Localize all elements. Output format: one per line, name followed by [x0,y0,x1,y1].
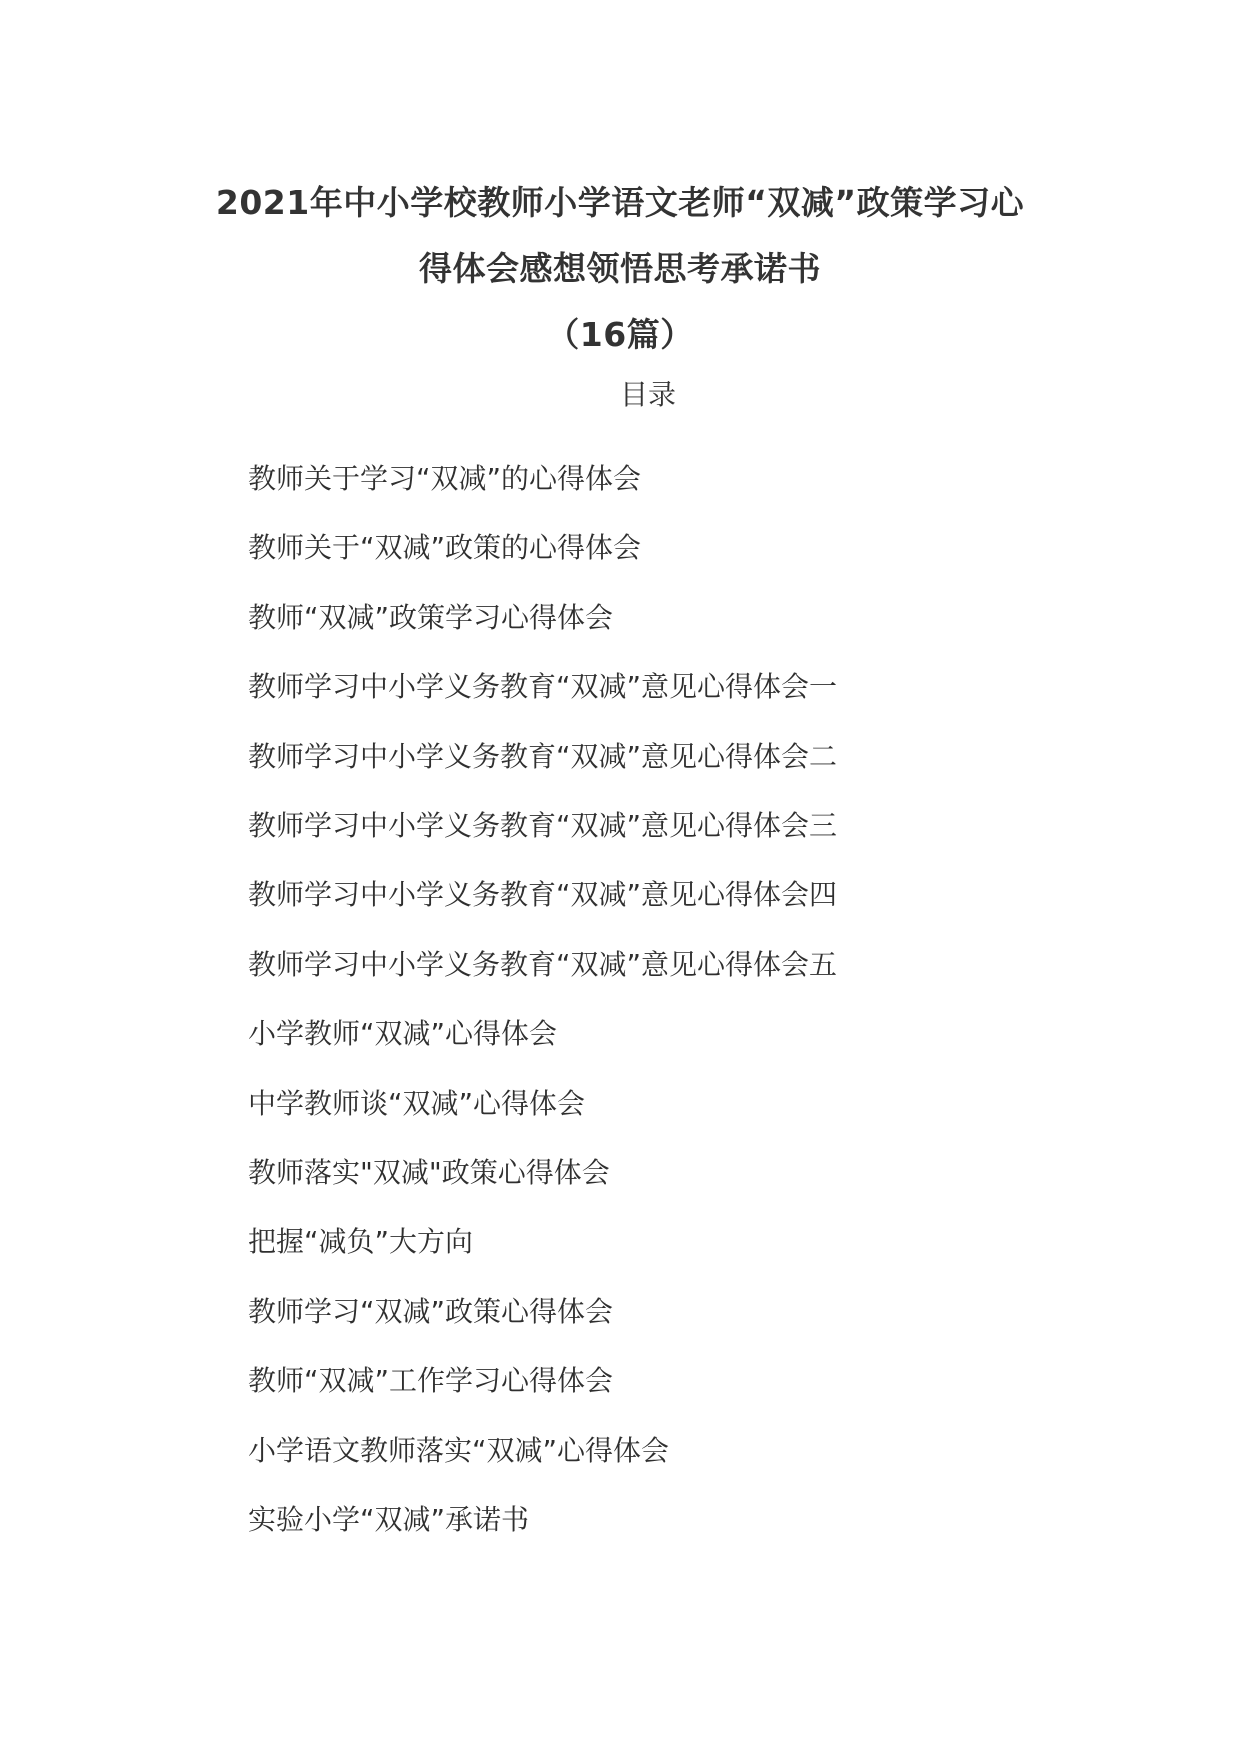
toc-item[interactable]: 教师关于学习“双减”的心得体会 [248,462,642,495]
title-line-3: （16篇） [546,315,694,354]
toc-item[interactable]: 教师“双减”政策学习心得体会 [248,600,614,634]
title-line-2: 得体会感想领悟思考承诺书 [419,249,821,288]
toc-item[interactable]: 教师学习“双减”政策心得体会 [248,1294,614,1328]
toc-item[interactable]: 教师学习中小学义务教育“双减”意见心得体会三 [248,809,838,843]
toc-item[interactable]: 教师学习中小学义务教育“双减”意见心得体会四 [248,878,838,912]
toc-item[interactable]: 实验小学“双减”承诺书 [248,1503,530,1537]
toc-item[interactable]: 教师“双减”工作学习心得体会 [248,1364,614,1398]
toc-item[interactable]: 教师学习中小学义务教育“双减”意见心得体会一 [248,670,838,704]
toc-item[interactable]: 教师关于“双减”政策的心得体会 [248,531,642,565]
title-line-1: 2021年中小学校教师小学语文老师“双减”政策学习心 [215,183,1025,222]
toc-item[interactable]: 教师学习中小学义务教育“双减”意见心得体会五 [248,947,838,981]
toc-item[interactable]: 中学教师谈“双减”心得体会 [248,1086,586,1120]
toc-item[interactable]: 教师学习中小学义务教育“双减”意见心得体会二 [248,739,838,773]
toc-heading: 目录 [620,378,677,411]
toc-item[interactable]: 教师落实"双减"政策心得体会 [248,1156,610,1190]
toc-item[interactable]: 把握“减负”大方向 [248,1225,474,1259]
toc-item[interactable]: 小学语文教师落实“双减”心得体会 [248,1433,670,1467]
document-title [0,170,1240,368]
toc-item[interactable]: 小学教师“双减”心得体会 [248,1017,558,1051]
table-of-contents [248,444,837,1555]
